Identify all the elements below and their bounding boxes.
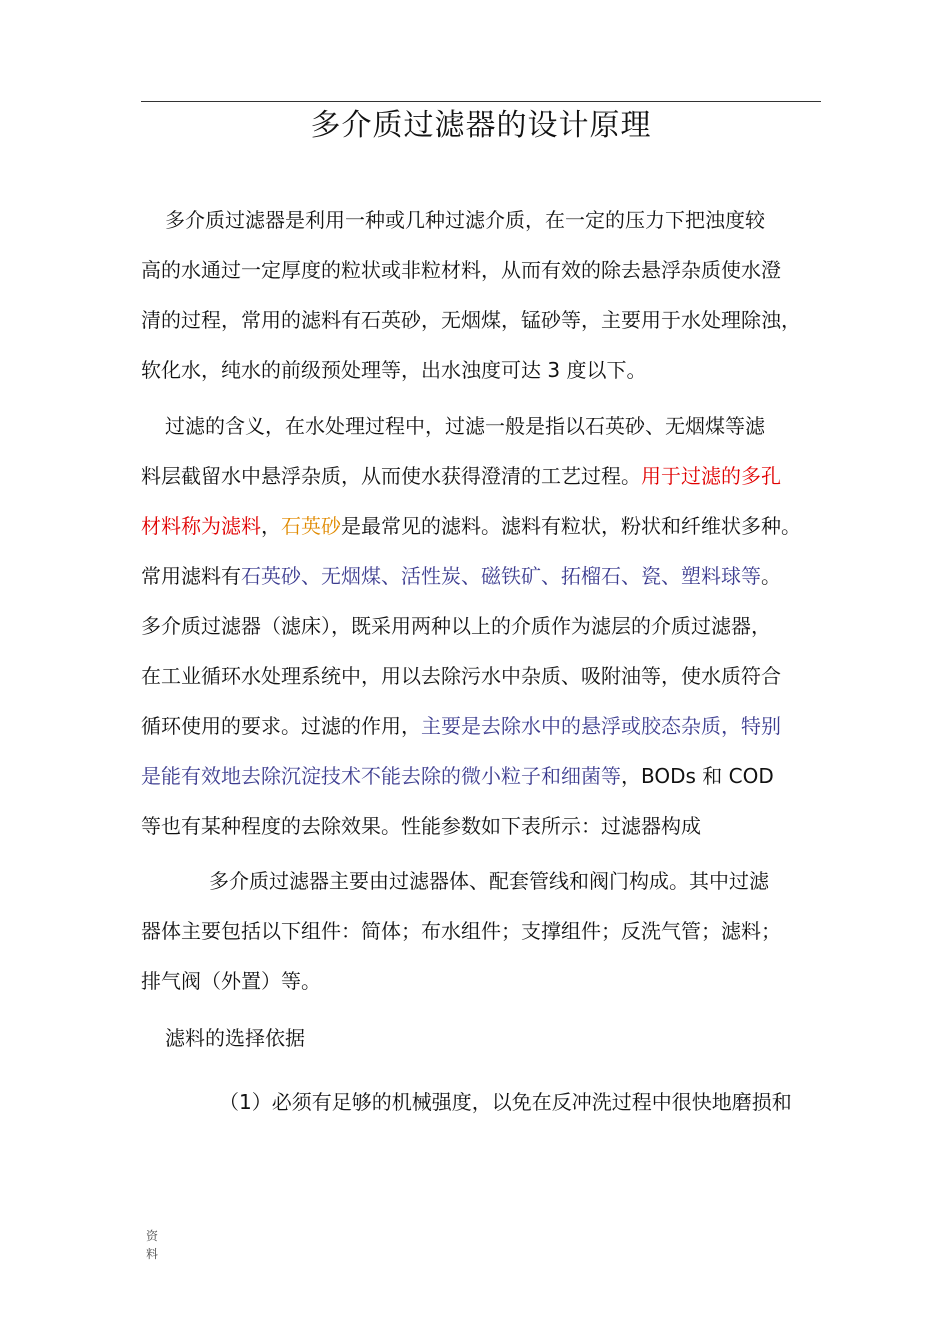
footer-char: 资 bbox=[146, 1229, 159, 1243]
highlight-blue-text: 石英砂、无烟煤、活性炭、磁铁矿、拓榴石、瓷、塑料球等 bbox=[241, 564, 761, 588]
footer-char: 料 bbox=[146, 1247, 159, 1261]
highlight-red-text: 材料称为滤料 bbox=[141, 514, 261, 538]
highlight-blue-text: 主要是去除水中的悬浮或胶态杂质，特别 bbox=[421, 714, 781, 738]
text-run: 是最常见的滤料。滤料有粒状，粉状和纤维状多种。 bbox=[341, 514, 801, 538]
list-item-text: （1）必须有足够的机械强度，以免在反冲洗过程中很快地磨损和 bbox=[219, 1090, 792, 1114]
text-line bbox=[141, 701, 841, 751]
text-line: 排气阀（外置）等。 bbox=[141, 969, 321, 993]
text-run: ，BODs 和 COD bbox=[621, 764, 774, 788]
section-heading bbox=[141, 1013, 841, 1063]
text-run: ， bbox=[261, 514, 281, 538]
text-line: 在工业循环水处理系统中，用以去除污水中杂质、吸附油等，使水质符合 bbox=[141, 664, 781, 688]
text-run: 常用滤料有 bbox=[141, 564, 241, 588]
text-line: 多介质过滤器主要由过滤器体、配套管线和阀门构成。其中过滤 bbox=[209, 869, 769, 893]
highlight-red-text: 用于过滤的多孔 bbox=[641, 464, 781, 488]
heading-text: 滤料的选择依据 bbox=[165, 1026, 305, 1050]
text-line: 过滤的含义，在水处理过程中，过滤一般是指以石英砂、无烟煤等滤 bbox=[165, 414, 765, 438]
text-line: 清的过程，常用的滤料有石英砂，无烟煤，锰砂等，主要用于水处理除浊， bbox=[141, 308, 801, 332]
footer-mark bbox=[146, 1227, 166, 1263]
header-rule bbox=[141, 101, 821, 102]
paragraph-structure bbox=[141, 856, 841, 1006]
text-line bbox=[141, 751, 841, 801]
text-line bbox=[141, 451, 841, 501]
text-run: 循环使用的要求。过滤的作用， bbox=[141, 714, 421, 738]
paragraph-filtration-meaning bbox=[141, 401, 841, 851]
text-line: 软化水，纯水的前级预处理等，出水浊度可达 3 度以下。 bbox=[141, 358, 647, 382]
highlight-blue-text: 是能有效地去除沉淀技术不能去除的微小粒子和细菌等 bbox=[141, 764, 621, 788]
highlight-orange-text: 石英砂 bbox=[281, 514, 341, 538]
text-line: 等也有某种程度的去除效果。性能参数如下表所示：过滤器构成 bbox=[141, 814, 701, 838]
text-run: 。 bbox=[761, 564, 781, 588]
list-item bbox=[141, 1077, 841, 1127]
text-line bbox=[141, 551, 841, 601]
text-line: 器体主要包括以下组件：简体；布水组件；支撑组件；反洗气管；滤料； bbox=[141, 919, 781, 943]
text-line: 多介质过滤器是利用一种或几种过滤介质，在一定的压力下把浊度较 bbox=[165, 208, 765, 232]
paragraph-intro bbox=[141, 195, 841, 395]
document-title: 多介质过滤器的设计原理 bbox=[310, 108, 652, 143]
text-line: 多介质过滤器（滤床），既采用两种以上的介质作为滤层的介质过滤器， bbox=[141, 614, 771, 638]
text-run: 料层截留水中悬浮杂质，从而使水获得澄清的工艺过程。 bbox=[141, 464, 641, 488]
text-line: 高的水通过一定厚度的粒状或非粒材料，从而有效的除去悬浮杂质使水澄 bbox=[141, 258, 781, 282]
text-line bbox=[141, 501, 841, 551]
